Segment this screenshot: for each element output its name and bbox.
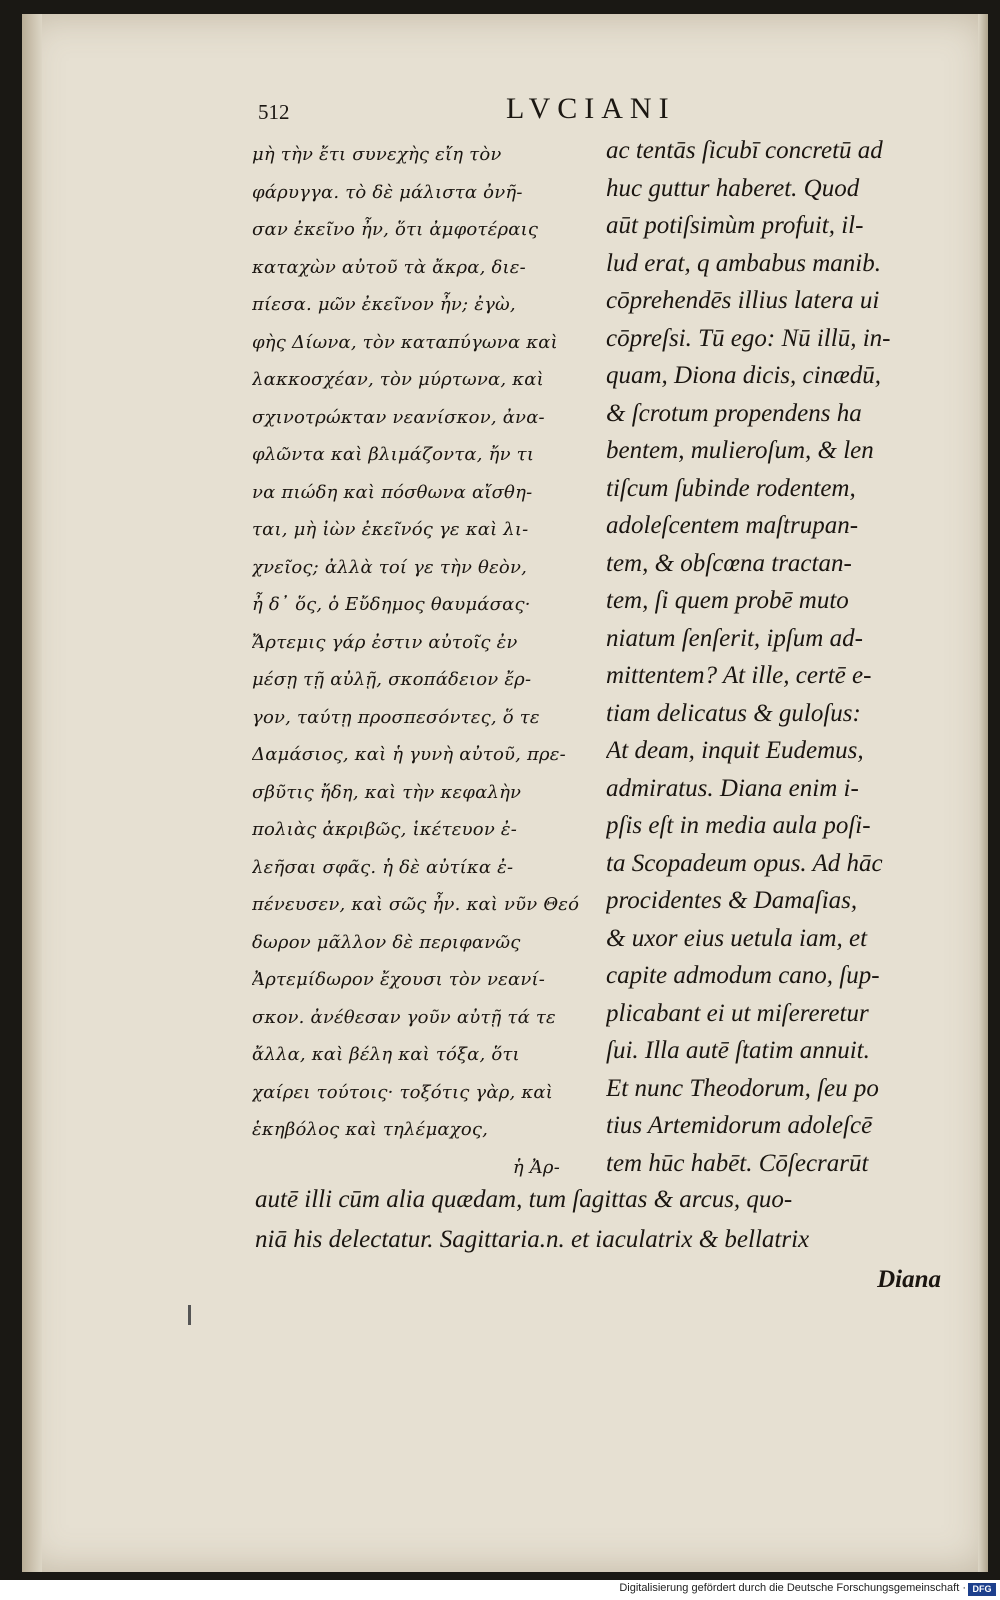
text-line: niā his delectatur. Sagittaria.n. et iaculatrix & bellatrix (255, 1226, 810, 1253)
text-line: & uxor eius uetula iam, et (606, 924, 868, 952)
page-gutter (22, 14, 42, 1572)
text-line: cōpreſsi. Tū ego: Nū illū, in- (606, 324, 891, 352)
text-line: huc guttur haberet. Quod (606, 174, 860, 202)
text-line: ac tentās ſicubī concretū ad (606, 137, 883, 164)
page-edge (978, 14, 988, 1572)
text-line: procidentes & Damaſias, (606, 887, 858, 914)
text-line: χνεῖος; ἀλλὰ τοί γε τὴν θεὸν, (252, 556, 528, 578)
text-line: ta Scopadeum opus. Ad hāc (606, 849, 883, 877)
footer-bar (0, 1580, 1000, 1600)
page-header (258, 92, 938, 132)
text-line: quam, Diona dicis, cinædū, (606, 362, 881, 389)
text-line: niatum ſenſerit, ipſum ad- (606, 624, 863, 652)
text-line: χαίρει τούτοις· τοξότις γὰρ, καὶ (252, 1081, 553, 1103)
text-line: ἦ δ᾽ ὅς, ὁ Εὔδημος θαυμάσας· (252, 594, 531, 615)
text-line: Et nunc Theodorum, ſeu po (606, 1074, 879, 1102)
text-line: λακκοσχέαν, τὸν μύρτωνα, καὶ (252, 369, 544, 390)
text-line: cōprehendēs illius latera ui (606, 287, 880, 314)
catchword: Diana (877, 1266, 941, 1293)
text-line: φάρυγγα. τὸ δὲ μάλιστα ὀνῆ- (252, 181, 523, 203)
text-line: tem, ſi quem probē muto (606, 587, 849, 614)
running-head: LVCIANI (506, 92, 676, 125)
text-line: φλῶντα καὶ βλιμάζοντα, ἤν τι (252, 444, 535, 465)
text-line: autē illi cūm alia quædam, tum ſagittas & arcus, quo- (255, 1186, 793, 1213)
text-line: σκον. ἀνέθεσαν γοῦν αὐτῇ τά τε (252, 1006, 556, 1028)
text-line: ἑκηβόλος καὶ τηλέμαχος, (252, 1119, 489, 1140)
text-line: pſis eſt in media aula poſi- (606, 812, 871, 839)
text-line: adoleſcentem maſtrupan- (606, 512, 859, 539)
greek-text-column (252, 136, 590, 1186)
text-line: Ἄρτεμις γάρ ἐστιν αὐτοῖς ἐν (252, 631, 518, 653)
text-line: bentem, mulieroſum, & len (606, 437, 874, 464)
text-line: να πιώδη καὶ πόσθωνα αἴσθη- (252, 481, 533, 503)
text-line: aūt potiſsimùm profuit, il- (606, 212, 864, 239)
text-line: At deam, inquit Eudemus, (606, 737, 864, 764)
page-number: 512 (258, 100, 290, 124)
text-line: φὴς Δίωνα, τὸν καταπύγωνα καὶ (252, 331, 558, 353)
text-line: tiſcum ſubinde rodentem, (606, 474, 856, 502)
text-line: σαν ἐκεῖνο ἦν, ὅτι ἀμφοτέραις (252, 219, 539, 240)
text-line: Ἀρτεμίδωρον ἔχουσι τὸν νεανί- (252, 969, 546, 990)
text-line: πολιὰς ἀκριβῶς, ἱκέτευον ἐ- (252, 819, 518, 840)
text-line: admiratus. Diana enim i- (606, 774, 859, 802)
text-line: μέσῃ τῇ αὐλῇ, σκοπάδειον ἔρ- (252, 669, 532, 690)
text-line: mittentem? At ille, certē e- (606, 662, 872, 689)
text-line: capite admodum cano, ſup- (606, 962, 880, 989)
text-line: ἄλλα, καὶ βέλη καὶ τόξα, ὅτι (252, 1044, 520, 1065)
full-width-text (255, 1180, 941, 1300)
text-line: γον, ταύτῃ προσπεσόντες, ὅ τε (252, 706, 540, 728)
text-line: λεῆσαι σφᾶς. ἡ δὲ αὐτίκα ἐ- (252, 856, 514, 878)
text-line: Δαμάσιος, καὶ ἡ γυνὴ αὐτοῦ, πρε- (252, 744, 566, 765)
text-line: tiam delicatus & guloſus: (606, 699, 861, 727)
text-line: σχινοτρώκταν νεανίσκον, ἀνα- (252, 406, 545, 428)
text-line: μὴ τὴν ἔτι συνεχὴς εἴη τὸν (252, 144, 502, 165)
text-line: tius Artemidorum adoleſcē (606, 1112, 873, 1139)
funding-notice: Digitalisierung gefördert durch die Deutsche Forschungsgemeinschaft · (619, 1582, 966, 1594)
text-line: ἡ Ἀρ- (512, 1156, 560, 1178)
text-line: ται, μὴ ἰὼν ἐκεῖνός γε καὶ λι- (252, 519, 529, 540)
text-line: πένευσεν, καὶ σῶς ἦν. καὶ νῦν Θεό (252, 894, 580, 915)
dfg-logo: DFG (968, 1583, 996, 1596)
text-line: plicabant ei ut miſereretur (606, 999, 869, 1027)
text-line: tem hūc habēt. Cōſecrarūt (606, 1149, 869, 1177)
text-line: δωρον μᾶλλον δὲ περιφανῶς (252, 931, 521, 953)
text-line: ſui. Illa autē ſtatim annuit. (606, 1037, 870, 1064)
text-line: lud erat, q ambabus manib. (606, 249, 881, 277)
text-line: tem, & obſcœna tractan- (606, 549, 852, 577)
text-line: καταχὼν αὐτοῦ τὰ ἄκρα, διε- (252, 256, 526, 278)
margin-mark (188, 1305, 191, 1325)
text-line: πίεσα. μῶν ἐκεῖνον ἦν; ἐγὼ, (252, 294, 516, 315)
text-line: & ſcrotum propendens ha (606, 399, 862, 427)
text-line: σβῦτις ἤδη, καὶ τὴν κεφαλὴν (252, 781, 522, 803)
latin-text-column (606, 132, 946, 1182)
